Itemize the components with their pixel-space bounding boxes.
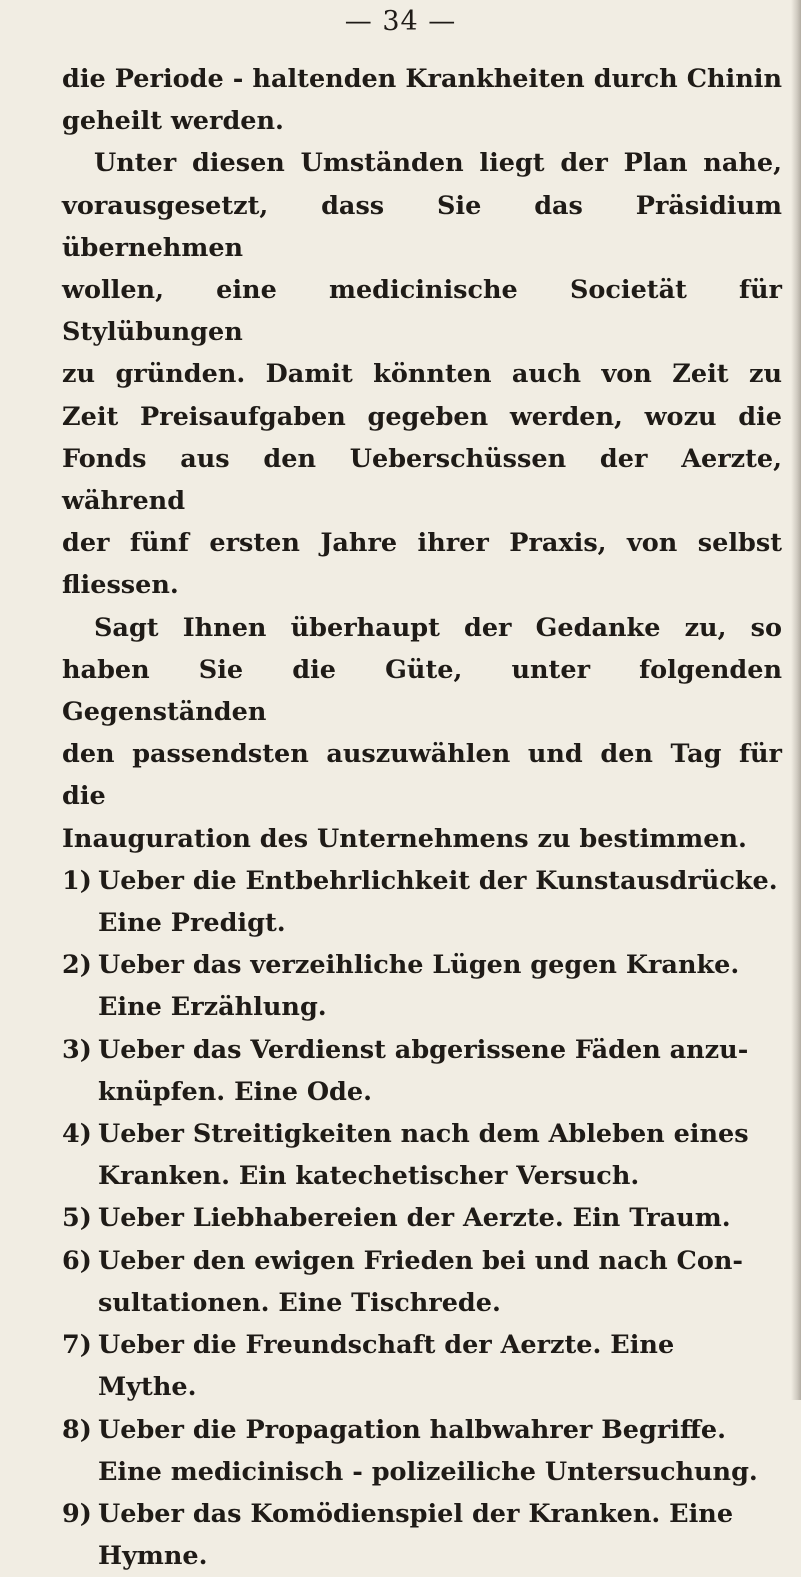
- page-edge-shadow: [791, 0, 801, 1400]
- list-item-text: Ueber das Komödienspiel der Kranken. Eine: [98, 1498, 734, 1529]
- page-number: — 34 —: [344, 6, 457, 37]
- list-item-text: Hymne.: [98, 1541, 208, 1572]
- list-item-text: Ueber Streitigkeiten nach dem Ableben eines: [98, 1119, 749, 1150]
- list-item-text: Mythe.: [98, 1372, 197, 1403]
- text-line: Zeit Preisaufgaben gegeben werden, wozu die: [62, 401, 782, 432]
- list-item-text: Ueber die Propagation halbwahrer Begriffe.: [98, 1414, 726, 1445]
- list-item-text: Eine Predigt.: [98, 908, 286, 939]
- text-line: Fonds aus den Ueberschüssen der Aerzte, während: [62, 443, 782, 517]
- list-item-text: Ueber Liebhabereien der Aerzte. Ein Traum.: [98, 1203, 731, 1234]
- text-line: haben Sie die Güte, unter folgenden Gegenständen: [62, 654, 782, 728]
- list-item-text: Ueber das Verdienst abgerissene Fäden anzu-: [98, 1034, 749, 1065]
- text-line: Inauguration des Unternehmens zu bestimmen.: [62, 823, 747, 854]
- text-line: Sagt Ihnen überhaupt der Gedanke zu, so: [94, 612, 782, 643]
- list-item: [62, 1493, 782, 1577]
- list-item: [62, 1324, 782, 1408]
- list-number: 9): [62, 1498, 92, 1529]
- list-number: 4): [62, 1119, 92, 1150]
- body-text: [62, 58, 782, 1577]
- list-item: [62, 1409, 782, 1493]
- list-item-text: Ueber den ewigen Frieden bei und nach Con-: [98, 1245, 743, 1276]
- list-item-text: Kranken. Ein katechetischer Versuch.: [98, 1161, 640, 1192]
- list-item-text: Ueber die Freundschaft der Aerzte. Eine: [98, 1330, 675, 1361]
- list-item: [62, 1029, 782, 1113]
- list-number: 2): [62, 950, 92, 981]
- text-line: geheilt werden.: [62, 106, 284, 137]
- text-line: der fünf ersten Jahre ihrer Praxis, von selbst: [62, 528, 782, 559]
- list-item: [62, 860, 782, 944]
- list-number: 7): [62, 1330, 92, 1361]
- paragraph: [62, 142, 782, 606]
- text-line: fliessen.: [62, 570, 179, 601]
- list-item-text: Ueber das verzeihliche Lügen gegen Kranke.: [98, 950, 740, 981]
- text-line: zu gründen. Damit könnten auch von Zeit zu: [62, 359, 782, 390]
- list-number: 6): [62, 1245, 92, 1276]
- paragraph: [62, 607, 782, 860]
- text-line: die Periode - haltenden Krankheiten durch Chinin: [62, 64, 782, 94]
- text-line: wollen, eine medicinische Societät für Stylübungen: [62, 275, 782, 348]
- list-number: 8): [62, 1414, 92, 1445]
- list-item: [62, 1240, 782, 1324]
- list-item-text: Ueber die Entbehrlichkeit der Kunstausdrücke.: [98, 865, 778, 896]
- text-line: Unter diesen Umständen liegt der Plan nahe,: [94, 148, 782, 179]
- list-number: 1): [62, 865, 92, 896]
- text-line: vorausgesetzt, dass Sie das Präsidium übernehmen: [62, 190, 782, 263]
- list-item-text: Eine Erzählung.: [98, 992, 327, 1023]
- list-item: [62, 944, 782, 1028]
- list-item: [62, 1113, 782, 1197]
- paragraph: [62, 58, 782, 142]
- list-item-text: sultationen. Eine Tischrede.: [98, 1287, 501, 1318]
- topic-list: [62, 860, 782, 1577]
- list-number: 5): [62, 1203, 92, 1234]
- text-line: den passendsten auszuwählen und den Tag für die: [62, 739, 782, 812]
- list-number: 3): [62, 1034, 92, 1065]
- list-item: [62, 1197, 782, 1239]
- list-item-text: knüpfen. Eine Ode.: [98, 1076, 372, 1107]
- list-item-text: Eine medicinisch - polizeiliche Untersuchung.: [98, 1456, 758, 1487]
